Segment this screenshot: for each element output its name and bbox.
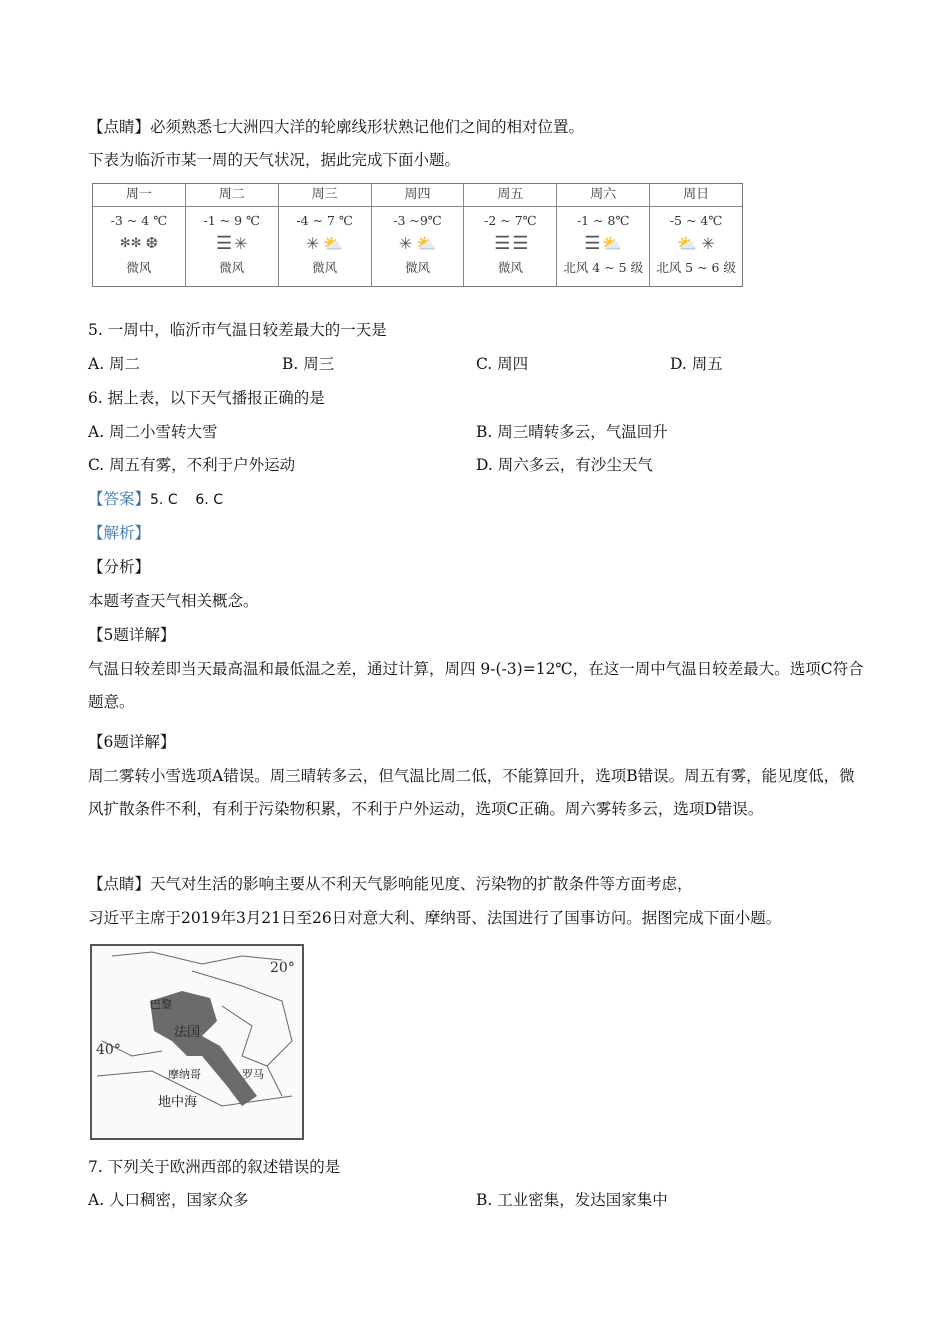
partly-cloudy-icon: ⛅ <box>602 233 623 253</box>
weather-day: 周三 <box>279 184 371 207</box>
map-intro: 习近平主席于2019年3月21日至26日对意大利、摩纳哥、法国进行了国事访问。据图完成下面小题。 <box>88 909 782 927</box>
sunny-icon: ✳ <box>398 233 413 253</box>
map-border <box>112 952 282 964</box>
rome-label: 罗马 <box>242 1068 264 1081</box>
lon-label: 20° <box>270 960 295 976</box>
weather-symbols <box>464 228 556 258</box>
fog-icon: ☰ <box>216 232 231 254</box>
q7-option-a: A. 人口稠密，国家众多 <box>88 1191 249 1209</box>
weather-symbols <box>186 228 278 258</box>
weather-day: 周一 <box>93 184 185 207</box>
snow-icon: ✳ <box>234 233 248 253</box>
weather-day-column <box>650 184 742 286</box>
fenxi-label: 【分析】 <box>88 558 151 576</box>
map-border <box>222 1006 267 1066</box>
snow-light-icon: ✻✻ <box>119 235 142 251</box>
weather-wind: 微风 <box>126 260 152 275</box>
q5-option-b: B. 周三 <box>282 355 335 373</box>
partly-cloudy-icon: ⛅ <box>323 233 344 253</box>
map-svg <box>92 946 302 1138</box>
weather-day-column <box>279 184 372 286</box>
snow-heavy-icon: ❆ <box>145 234 159 252</box>
q6-option-d: D. 周六多云，有沙尘天气 <box>476 456 653 474</box>
sunny-icon: ✳ <box>305 233 320 253</box>
weather-wind: 北风 4 ~ 5 级 <box>563 260 644 275</box>
q5-stem: 5. 一周中，临沂市气温日较差最大的一天是 <box>88 321 387 339</box>
weather-wind: 微风 <box>312 260 338 275</box>
weather-day-column <box>372 184 465 286</box>
fog-icon: ☰ <box>584 232 599 254</box>
q6-detail-text: 周二雾转小雪选项A错误。周三晴转多云，但气温比周二低，不能算回升，选项B错误。周五有雾，能见度低，微风扩散条件不利，有利于污染物积累，不利于户外运动，选项C正确。周六雾转多云，选项D错误。 <box>88 767 855 818</box>
weather-symbols <box>372 228 464 258</box>
q7-option-b: B. 工业密集，发达国家集中 <box>476 1191 668 1209</box>
fenxi-text: 本题考查天气相关概念。 <box>88 592 259 610</box>
weather-day: 周四 <box>372 184 464 207</box>
weather-temp: -1 ~ 8℃ <box>576 213 630 228</box>
fog-icon: ☰ <box>494 232 509 254</box>
weather-wind: 北风 5 ~ 6 级 <box>656 260 736 275</box>
weather-day-column <box>557 184 650 286</box>
weather-day-column <box>93 184 186 286</box>
weather-temp: -2 ~ 7℃ <box>484 213 537 228</box>
q7-stem: 7. 下列关于欧洲西部的叙述错误的是 <box>88 1158 341 1176</box>
paris-label: 巴黎 <box>150 998 172 1011</box>
q6-option-c: C. 周五有雾，不利于户外运动 <box>88 456 296 474</box>
lat-label: 40° <box>96 1042 121 1058</box>
weather-symbols <box>279 228 371 258</box>
partly-cloudy-icon: ⛅ <box>677 233 698 253</box>
france-label: 法国 <box>174 1025 201 1040</box>
weather-wind: 微风 <box>497 260 523 275</box>
weather-day: 周五 <box>464 184 556 207</box>
answer-label: 【答案】 <box>88 490 151 508</box>
weather-day-column <box>186 184 279 286</box>
answer-line <box>88 489 223 510</box>
q5-detail-text: 气温日较差即当天最高温和最低温之差，通过计算，周四 9-(-3)=12℃，在这一周中气温日较差最大。选项C符合题意。 <box>88 660 864 711</box>
analysis-label: 【解析】 <box>88 524 151 542</box>
snow-icon: ✳ <box>701 233 715 253</box>
q6-stem: 6. 据上表，以下天气播报正确的是 <box>88 389 325 407</box>
monaco-label: 摩纳哥 <box>168 1068 201 1081</box>
fog-icon: ☰ <box>512 232 527 254</box>
q5-option-c: C. 周四 <box>476 355 529 373</box>
q6-detail-label: 【6题详解】 <box>88 733 176 751</box>
dianjing-note-1: 【点睛】必须熟悉七大洲四大洋的轮廓线形状熟记他们之间的相对位置。 <box>88 118 585 136</box>
weather-wind: 微风 <box>219 260 245 275</box>
weather-temp: -5 ~ 4℃ <box>669 213 723 228</box>
weather-symbols <box>557 228 649 258</box>
q6-option-a: A. 周二小雪转大雪 <box>88 423 218 441</box>
q5-detail-label: 【5题详解】 <box>88 626 176 644</box>
europe-map <box>90 944 304 1140</box>
q5-option-d: D. 周五 <box>670 355 723 373</box>
weather-temp: -1 ~ 9 ℃ <box>203 213 261 228</box>
dianjing-note-2: 【点睛】天气对生活的影响主要从不利天气影响能见度、污染物的扩散条件等方面考虑， <box>88 875 693 893</box>
weather-symbols <box>93 228 185 258</box>
partly-cloudy-icon: ⛅ <box>416 233 437 253</box>
answer-text: 5. C 6. C <box>150 492 223 508</box>
weather-symbols <box>650 228 742 258</box>
table-intro: 下表为临沂市某一周的天气状况，据此完成下面小题。 <box>88 151 461 169</box>
weather-wind: 微风 <box>405 260 431 275</box>
q6-option-b: B. 周三晴转多云，气温回升 <box>476 423 668 441</box>
weather-day: 周二 <box>186 184 278 207</box>
weather-day: 周六 <box>557 184 649 207</box>
weather-temp: -3 ~ 4 ℃ <box>110 213 168 228</box>
weather-day: 周日 <box>650 184 742 207</box>
q5-option-a: A. 周二 <box>88 355 141 373</box>
weather-day-column <box>464 184 557 286</box>
weather-table <box>92 183 743 287</box>
weather-temp: -3 ~9℃ <box>393 213 442 228</box>
sea-label: 地中海 <box>158 1095 198 1110</box>
weather-temp: -4 ~ 7 ℃ <box>296 213 353 228</box>
